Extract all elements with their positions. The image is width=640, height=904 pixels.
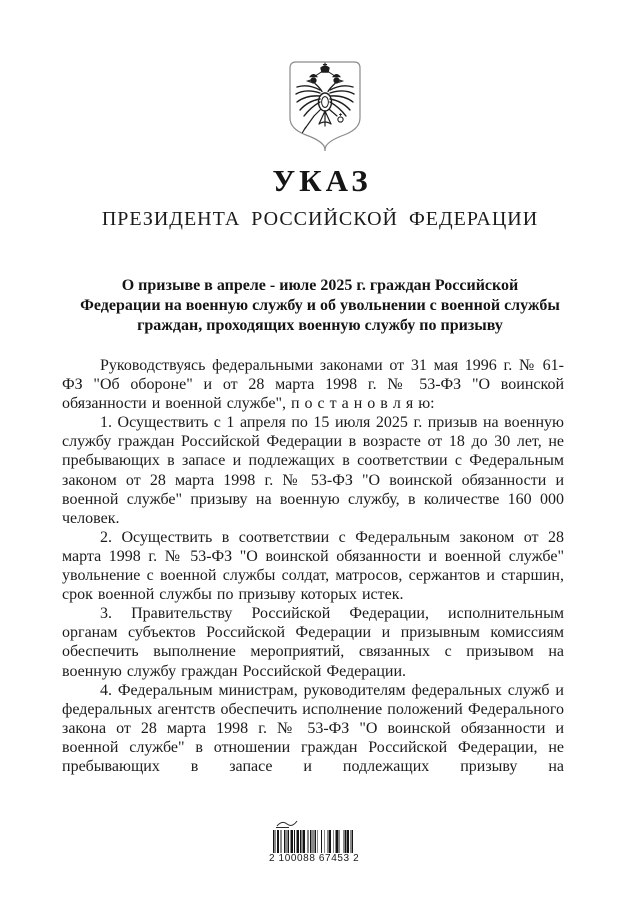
paragraph-item-2: 2. Осуществить в соответствии с Федеральным законом от 28 марта 1998 г. № 53-ФЗ "О воинской обязанности и военной службе" увольнение с военной службы солдат, матросов, сержантов и старшин, срок военной службы по призыву которых истек.: [62, 528, 564, 604]
decree-body: [62, 356, 564, 776]
paragraph-item-3: 3. Правительству Российской Федерации, исполнительным органам субъектов Российской Федерации и призывным комиссиям обеспечить выполнение мероприятий, связанных с призывом на военную службу граждан Российской Федерации.: [62, 605, 564, 680]
barcode: [269, 818, 360, 864]
barcode-bars: [273, 830, 353, 853]
coat-of-arms-icon: [284, 58, 366, 154]
decree-title: О призыве в апреле - июле 2025 г. граждан Российской Федерации на военную службу и об увольнении с военной службы граждан, проходящих военную службу по призыву: [80, 277, 560, 334]
paragraph-item-4: 4. Федеральным министрам, руководителям федеральных служб и федеральных агентств обеспечить исполнение положений Федерального закона от 28 марта 1998 г. № 53-ФЗ "О воинской обязанности и военной службе" в отношении граждан Российской Федерации, не пребывающих в запасе и подлежащих призыву на: [62, 681, 564, 775]
paragraph-item-1: 1. Осуществить с 1 апреля по 15 июля 2025 г. призыв на военную службу граждан Российской Федерации в возрасте от 18 до 30 лет, не пребывающих в запасе и подлежащих в соответствии с Федеральным законом от 28 марта 1998 г. № 53-ФЗ "О воинской обязанности и военной службе" призыву на военную службу, в количестве 160 000 человек.: [62, 414, 564, 527]
barcode-number: 2 100088 67453 2: [269, 853, 360, 864]
print-mark-icon: [275, 818, 301, 829]
decree-heading: УКАЗ: [272, 163, 372, 198]
paragraph-preamble: Руководствуясь федеральными законами от 31 мая 1996 г. № 61-ФЗ "Об обороне" и от 28 марта 1998 г. № 53-ФЗ "О воинской обязанности и военной службе", п о с т а н о в л я ю:: [62, 357, 564, 413]
decree-issuer: ПРЕЗИДЕНТА РОССИЙСКОЙ ФЕДЕРАЦИИ: [101, 208, 539, 230]
